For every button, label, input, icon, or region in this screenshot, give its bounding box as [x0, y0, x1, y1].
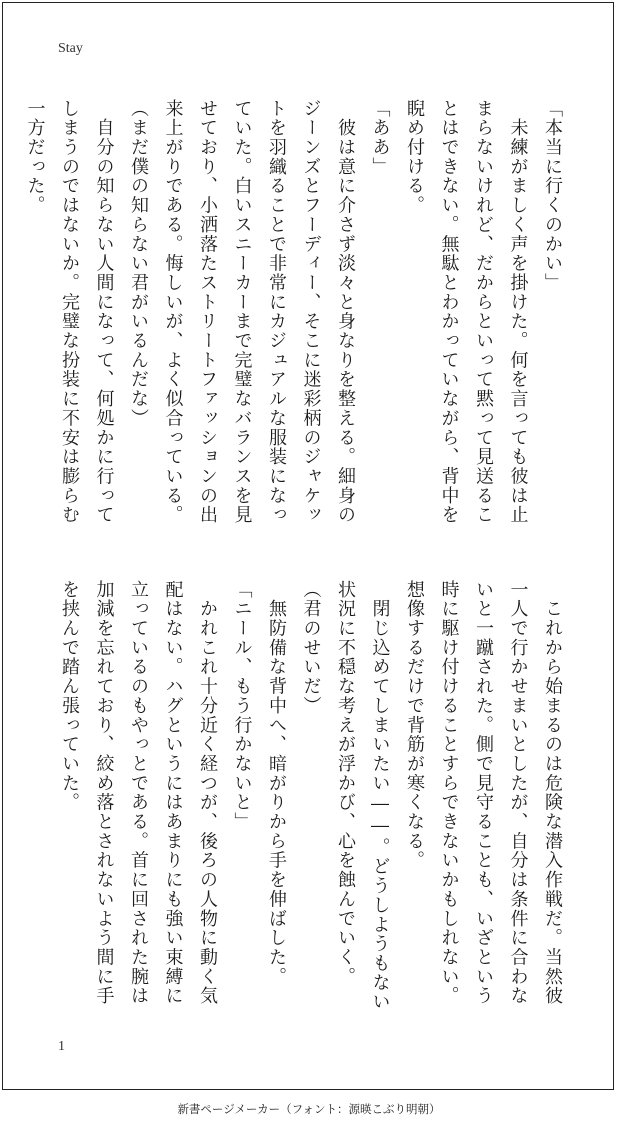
novel-page: [2, 2, 614, 1090]
text-line: 立っているのもやっとである。首に回された腕は: [128, 580, 149, 1006]
text-line: 未練がましく声を掛けた。何を言っても彼は止: [507, 99, 529, 525]
text-line: 一人で行かせまいとしたが、自分は条件に合わな: [507, 580, 529, 1006]
text-line: 一方だった。: [24, 99, 46, 216]
text-line: まらないけれど、だからといって黙って見送るこ: [473, 99, 494, 525]
text-line: いと一蹴された。側で見守ることも、いざという: [473, 580, 494, 1006]
page-title: Stay: [58, 41, 83, 56]
text-line: 「本当に行くのかい」: [542, 99, 563, 293]
text-line: 状況に不穏な考えが浮かび、心を蝕んでいく。: [335, 580, 356, 987]
text-line: ていた。白いスニーカーまで完璧なバランスを見: [231, 99, 253, 525]
text-line: とはできない。無駄とわかっていながら、背中を: [438, 99, 460, 525]
text-line: （まだ僕の知らない君がいるんだな）: [128, 99, 149, 428]
footer-caption: 新書ページメーカー（フォント：源暎こぶり明朝）: [177, 1102, 441, 1116]
text-line: しまうのではないか。完璧な扮装に不安は膨らむ: [59, 99, 80, 525]
text-line: 閉じ込めてしまいたい――。どうしようもない: [369, 580, 391, 1012]
text-line: 想像するだけで背筋が寒くなる。: [404, 580, 425, 871]
text-line: を挟んで踏ん張っていた。: [59, 580, 80, 813]
text-line: 「ああ」: [369, 99, 391, 177]
text-line: 時に駆け付けることすらできないかもしれない。: [438, 580, 460, 1006]
text-line: かれこれ十分近く経つが、後ろの人物に動く気: [197, 580, 218, 1006]
text-line: トを羽織ることで非常にカジュアルな服装になっ: [266, 99, 287, 525]
page-number: 1: [58, 1039, 65, 1054]
text-line: 自分の知らない人間になって、何処かに行って: [93, 99, 115, 525]
text-line: せており、小洒落たストリートファッションの出: [197, 99, 218, 525]
text-line: 彼は意に介さず淡々と身なりを整える。細身の: [335, 99, 356, 525]
text-line: 睨め付ける。: [404, 99, 425, 216]
text-line: 来上がりである。悔しいが、よく似合っている。: [162, 99, 184, 525]
text-line: （君のせいだ）: [300, 580, 322, 716]
text-line: 「ニール、もう行かないと」: [231, 580, 253, 832]
text-line: 加減を忘れており、絞め落とされないよう間に手: [93, 580, 115, 1006]
text-line: 配はない。ハグというにはあまりにも強い束縛に: [162, 580, 184, 1006]
lower-text-block: [52, 580, 570, 1010]
text-line: これから始まるのは危険な潜入作戦だ。当然彼: [542, 580, 563, 1006]
text-line: 無防備な背中へ、暗がりから手を伸ばした。: [266, 580, 287, 987]
text-line: ジーンズとフーディー、そこに迷彩柄のジャケッ: [300, 99, 322, 525]
upper-text-block: [17, 99, 569, 529]
